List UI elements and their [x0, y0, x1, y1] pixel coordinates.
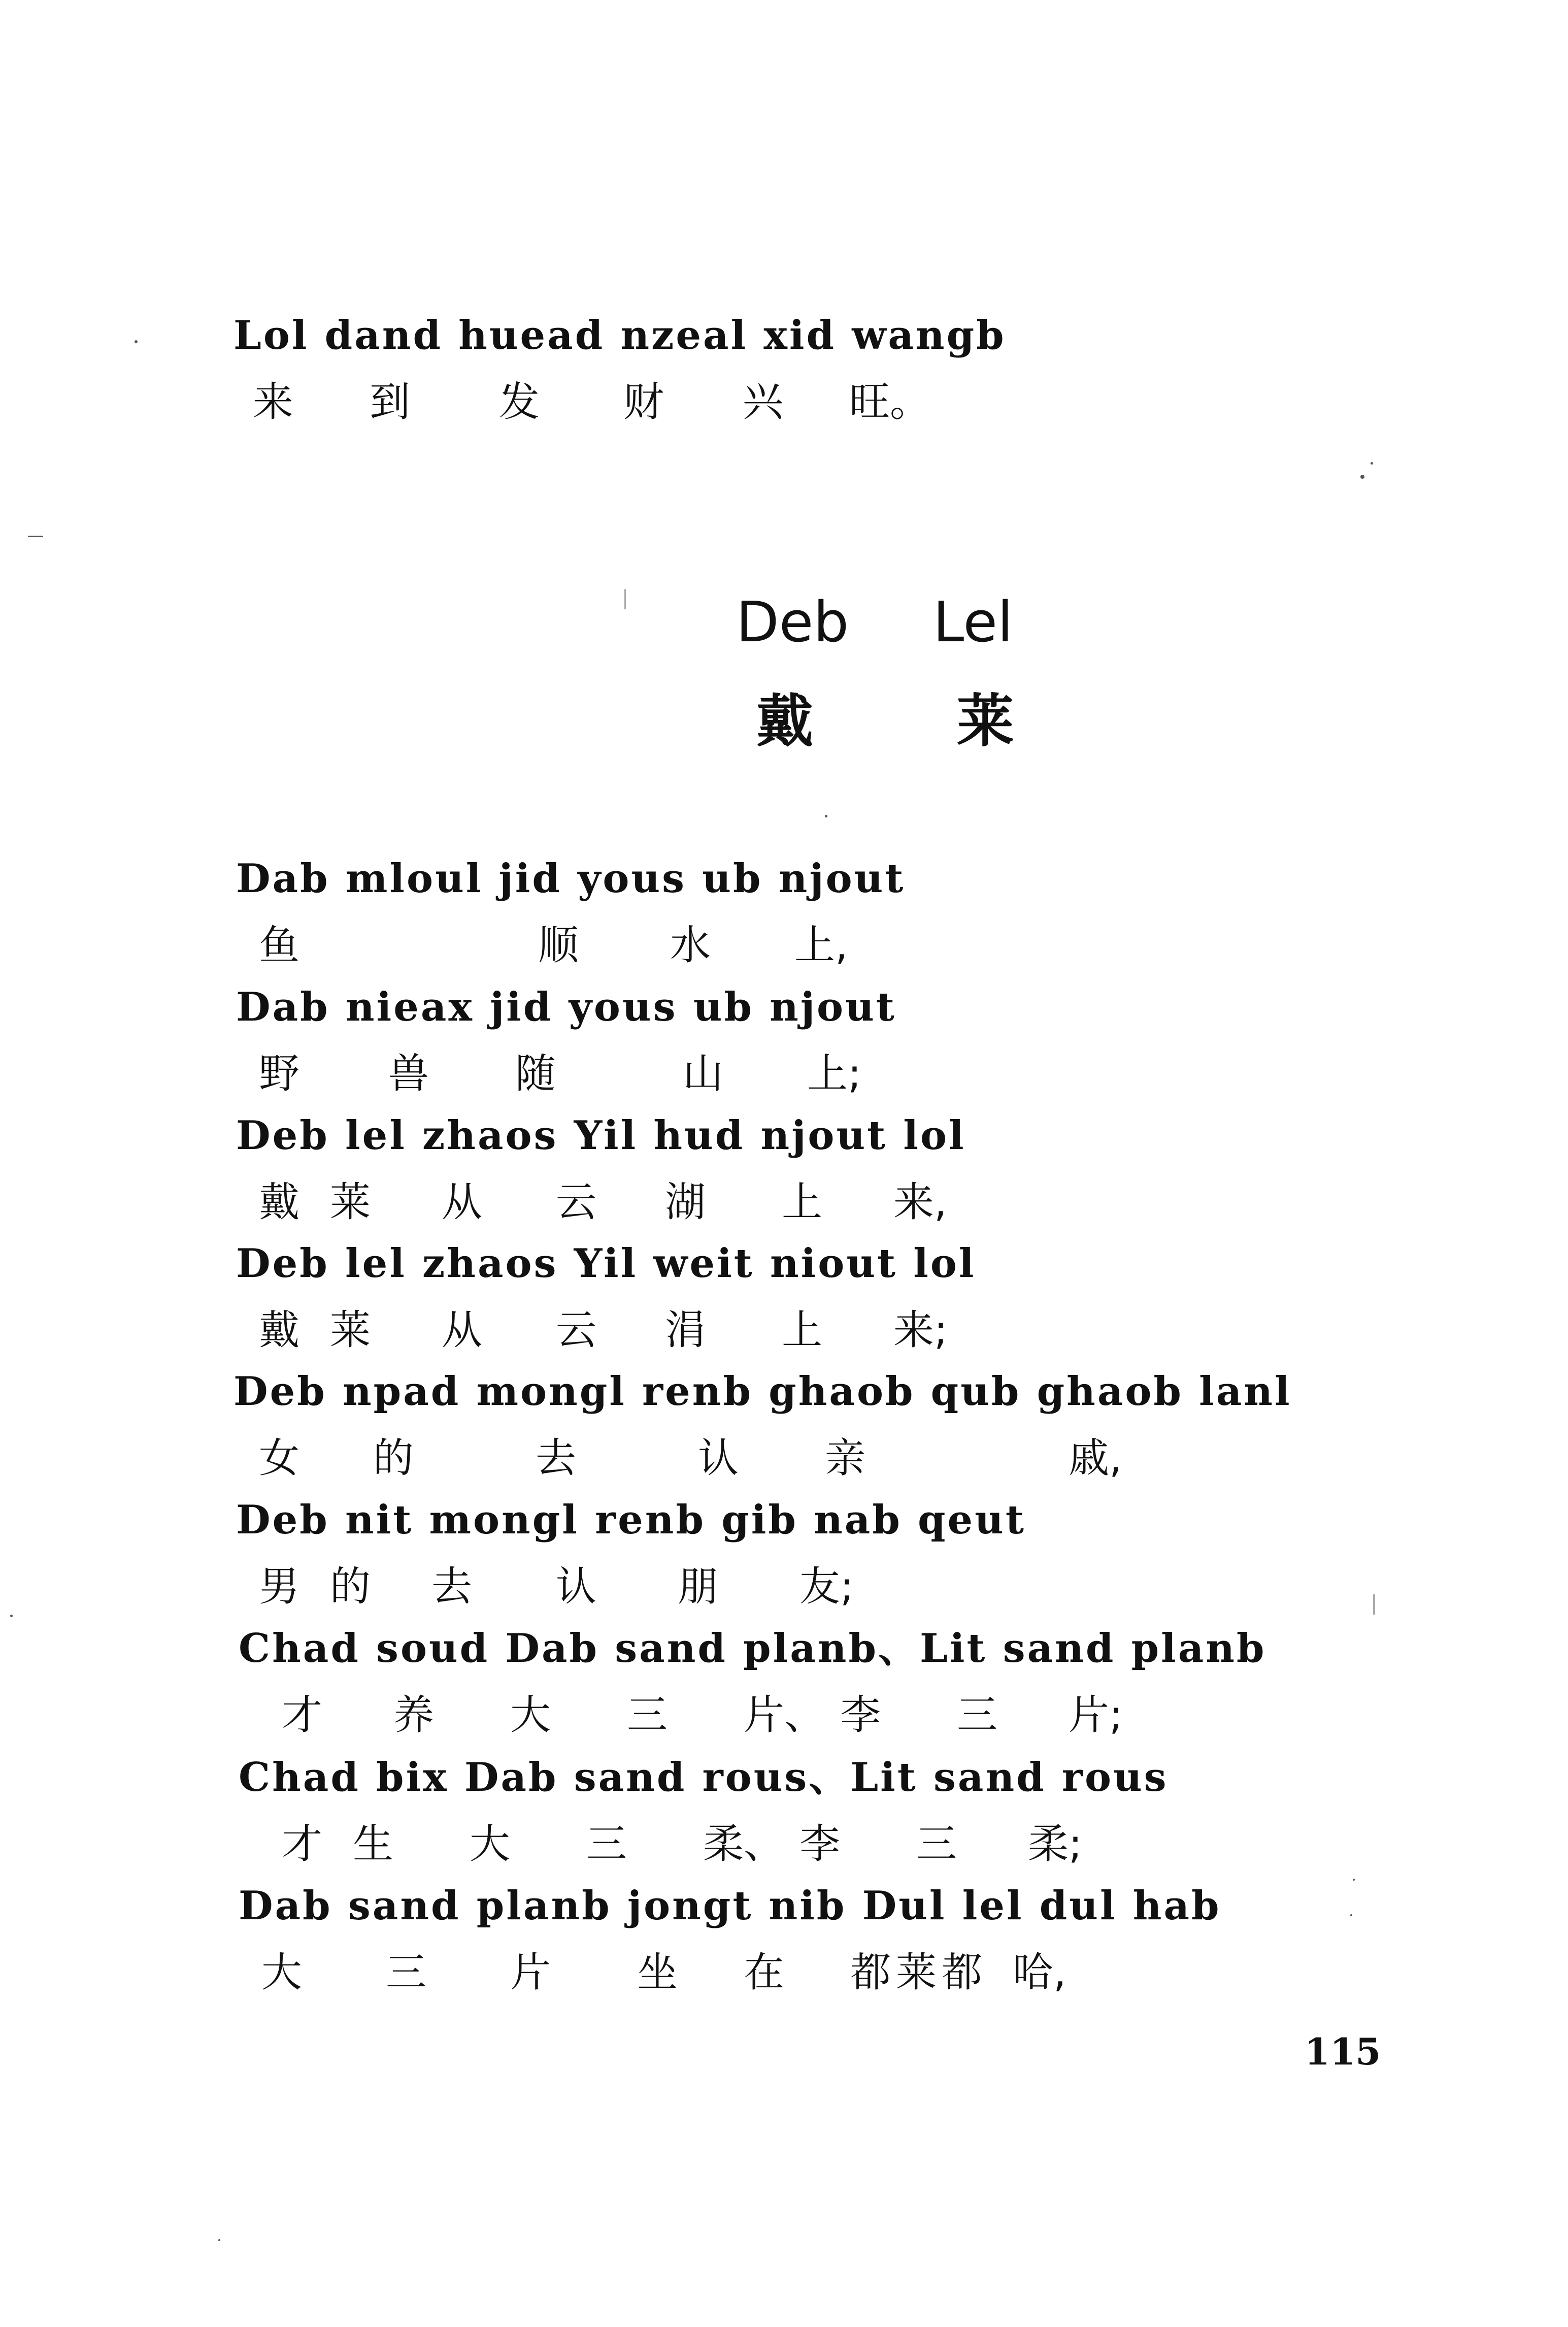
hanzi-char: 女 — [259, 1434, 299, 1482]
verse-line-romanized: Chad soud Dab sand planb、Lit sand planb — [239, 1625, 1266, 1671]
hanzi-char: 三 — [627, 1691, 668, 1739]
verse-line-romanized: Deb npad mongl renb ghaob qub ghaob lanl — [233, 1368, 1292, 1415]
verse-line-romanized: Deb lel zhaos Yil weit niout lol — [236, 1240, 976, 1287]
hanzi-char: 才 — [282, 1691, 322, 1739]
hanzi-char: 片 — [510, 1949, 551, 1996]
hanzi-char: 坐 — [637, 1949, 678, 1996]
hanzi-char: 李 — [799, 1820, 840, 1867]
page-number: 115 — [1305, 2030, 1381, 2073]
hanzi-char: 上; — [807, 1050, 861, 1097]
scan-speck — [218, 2239, 220, 2241]
hanzi-char: 去 — [431, 1563, 472, 1610]
hanzi-char: 到 — [370, 378, 410, 425]
hanzi-char: 柔、 — [703, 1820, 784, 1867]
scan-speck — [1353, 1879, 1355, 1881]
verse-line-hanzi — [259, 1178, 947, 1226]
verse-line-romanized: Deb nit mongl renb gib nab qeut — [236, 1497, 1026, 1543]
hanzi-char: 片、 — [744, 1691, 825, 1739]
verse-line-hanzi — [259, 922, 848, 969]
hanzi-char: 的 — [330, 1563, 371, 1610]
verse-line-hanzi — [282, 1691, 1123, 1739]
hanzi-char: 莱 — [896, 1949, 937, 1996]
hanzi-char: 养 — [393, 1691, 434, 1739]
hanzi-char: 野 — [259, 1050, 299, 1097]
hanzi-char: 鱼 — [259, 922, 299, 969]
hanzi-char: 三 — [386, 1949, 426, 1996]
hanzi-char: 莱 — [330, 1306, 371, 1354]
hanzi-char: 大 — [261, 1949, 302, 1996]
verse-line-hanzi — [259, 1563, 854, 1610]
verse-line-hanzi — [259, 1434, 1122, 1482]
hanzi-char: 兽 — [388, 1050, 429, 1097]
hanzi-char: 从 — [442, 1306, 482, 1354]
hanzi-char: 友; — [799, 1563, 854, 1610]
hanzi-char: 认 — [556, 1563, 596, 1610]
hanzi-char: 来 — [253, 378, 293, 425]
hanzi-char: 戴 — [259, 1306, 299, 1354]
hanzi-char: 才 — [282, 1820, 322, 1867]
verse-line-romanized: Dab mloul jid yous ub njout — [236, 856, 906, 902]
hanzi-char: 来; — [893, 1306, 948, 1354]
hanzi-char: 涓 — [665, 1306, 706, 1354]
scan-speck — [825, 815, 827, 817]
hanzi-char: 三 — [957, 1691, 997, 1739]
title-hanzi-1: 戴 — [756, 689, 813, 755]
title-romanized-2: Lel — [933, 589, 1013, 654]
scan-speck — [624, 589, 626, 609]
hanzi-char: 顺 — [538, 922, 579, 969]
hanzi-char: 戴 — [259, 1178, 299, 1226]
verse-line-romanized: Chad bix Dab sand rous、Lit sand rous — [239, 1754, 1169, 1800]
hanzi-char: 戚, — [1069, 1434, 1122, 1482]
hanzi-char: 男 — [259, 1563, 299, 1610]
hanzi-char: 上 — [782, 1178, 822, 1226]
top-verse-hanzi — [253, 378, 930, 425]
hanzi-char: 柔; — [1028, 1820, 1082, 1867]
verse-line-romanized: Dab sand planb jongt nib Dul lel dul hab — [239, 1883, 1221, 1929]
hanzi-char: 片; — [1069, 1691, 1123, 1739]
hanzi-char: 上 — [782, 1306, 822, 1354]
title-romanized-1: Deb — [736, 589, 849, 654]
hanzi-char: 生 — [353, 1820, 393, 1867]
hanzi-char: 去 — [536, 1434, 576, 1482]
scan-speck — [135, 340, 138, 343]
hanzi-char: 财 — [623, 378, 664, 425]
scan-speck — [1350, 1914, 1352, 1916]
hanzi-char: 从 — [442, 1178, 482, 1226]
hanzi-char: 大 — [510, 1691, 551, 1739]
verse-line-hanzi — [259, 1306, 948, 1354]
hanzi-char: 的 — [373, 1434, 414, 1482]
hanzi-char: 三 — [916, 1820, 957, 1867]
hanzi-char: 都 — [942, 1949, 982, 1996]
hanzi-char: 三 — [586, 1820, 627, 1867]
hanzi-char: 发 — [499, 378, 540, 425]
verse-line-romanized: Dab nieax jid yous ub njout — [236, 984, 896, 1030]
hanzi-char: 湖 — [665, 1178, 706, 1226]
hanzi-char: 水 — [670, 922, 711, 969]
title-hanzi-2: 莱 — [957, 689, 1014, 755]
hanzi-char: 随 — [515, 1050, 556, 1097]
top-verse-romanized: Lol dand huead nzeal xid wangb — [233, 312, 1006, 358]
scan-speck — [1373, 1594, 1375, 1615]
hanzi-char: 认 — [698, 1434, 739, 1482]
verse-line-romanized: Deb lel zhaos Yil hud njout lol — [236, 1112, 966, 1159]
hanzi-char: 在 — [744, 1949, 784, 1996]
scan-speck — [10, 1615, 13, 1617]
hanzi-char: 亲 — [825, 1434, 865, 1482]
hanzi-char: 都 — [850, 1949, 891, 1996]
scan-speck — [1371, 462, 1373, 465]
hanzi-char: 云 — [556, 1306, 596, 1354]
hanzi-char: 朋 — [678, 1563, 718, 1610]
verse-line-hanzi — [282, 1820, 1082, 1867]
verse-line-hanzi — [259, 1050, 861, 1097]
hanzi-char: 上, — [794, 922, 848, 969]
verse-line-hanzi — [261, 1949, 1066, 1996]
hanzi-char: 兴 — [743, 378, 783, 425]
hanzi-char: 来, — [893, 1178, 947, 1226]
hanzi-char: 云 — [556, 1178, 596, 1226]
hanzi-char: 哈, — [1013, 1949, 1066, 1996]
hanzi-char: 大 — [470, 1820, 510, 1867]
hanzi-char: 莱 — [330, 1178, 371, 1226]
hanzi-char: 李 — [840, 1691, 881, 1739]
scan-speck — [28, 536, 43, 537]
hanzi-char: 旺。 — [849, 378, 930, 425]
scan-speck — [1360, 475, 1364, 479]
hanzi-char: 山 — [683, 1050, 723, 1097]
